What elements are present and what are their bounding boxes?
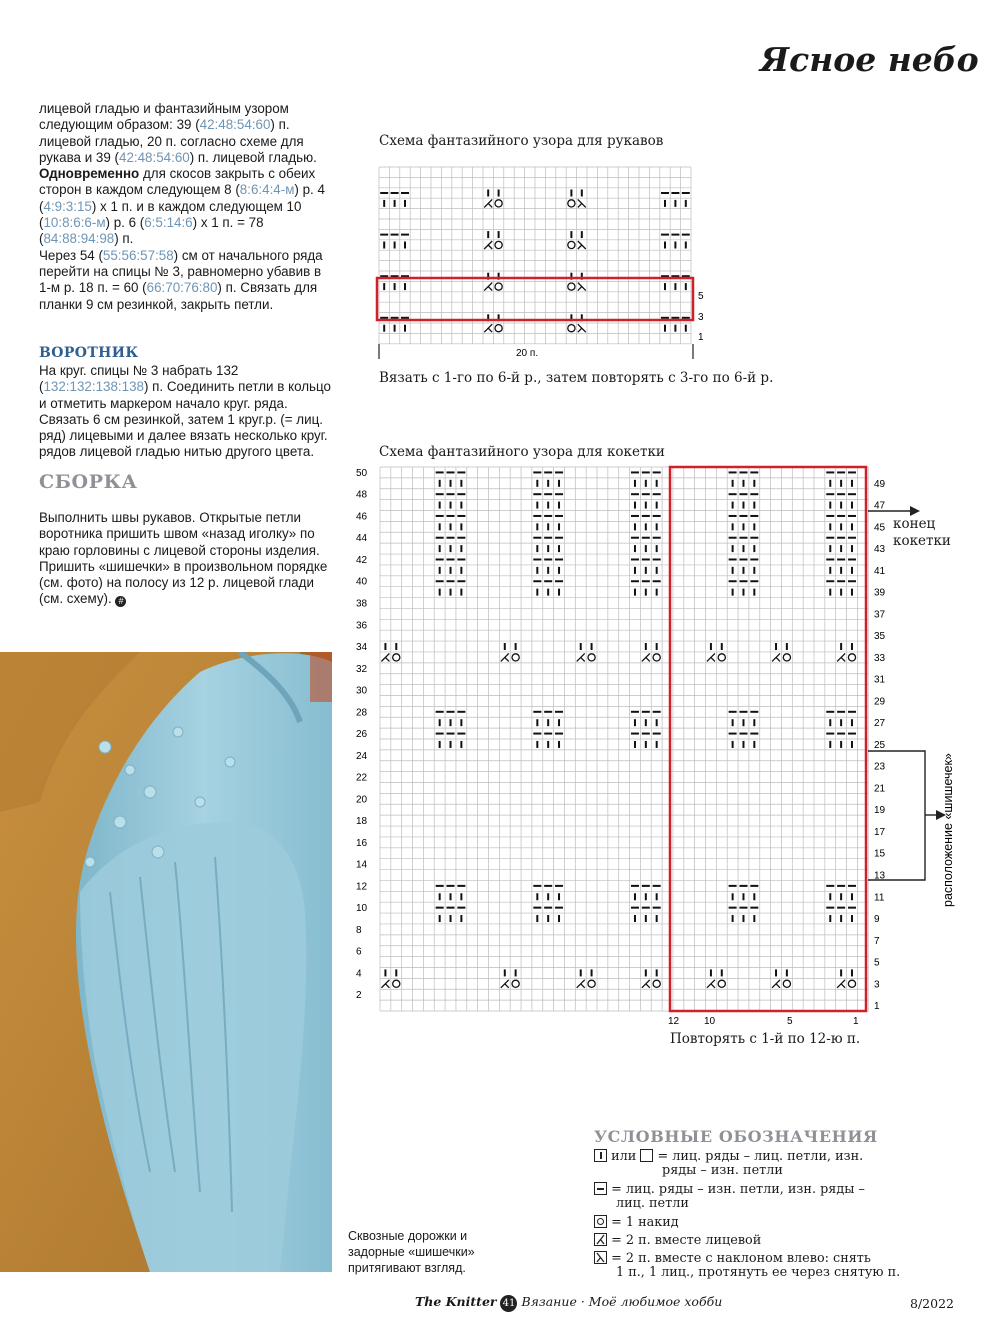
yarn-over-icon: [594, 1215, 607, 1228]
collar-text: На круг. спицы № 3 набрать 132 (132:132:138:138) п. Соединить петли в кольцо и отметить маркером начало круг. ряда. Связать 6 см резинкой, затем 1 круг.р. (= лиц. ряд) лицевыми и далее вязать несколько круг. рядов лицевой гладью нитью другого цвета.: [39, 363, 331, 460]
yoke-row-label-40: 40: [356, 576, 368, 588]
yoke-row-label-14: 14: [356, 859, 368, 871]
legend-ssk: = 2 п. вместе с наклоном влево: снять 1 п., 1 лиц., протянуть ее через снятую п.: [594, 1251, 964, 1280]
yoke-row-label-2: 2: [356, 990, 362, 1002]
yoke-row-label-31: 31: [874, 674, 886, 686]
assembly-heading: СБОРКА: [39, 471, 138, 493]
yoke-row-label-21: 21: [874, 783, 886, 795]
instructions-block: [39, 101, 335, 313]
k2tog-stitch: [707, 653, 715, 661]
yoke-row-label-7: 7: [874, 935, 880, 947]
footer-brand-line: The Knitter 41 Вязание · Моё любимое хобби: [415, 1294, 722, 1312]
yarn-over-stitch: [653, 980, 660, 987]
sleeve-row-label-1: 1: [698, 332, 704, 343]
k2tog-stitch: [381, 653, 389, 661]
yoke-row-label-30: 30: [356, 685, 368, 697]
yoke-row-label-16: 16: [356, 837, 368, 849]
page-title: Ясное небо: [760, 40, 979, 79]
yarn-over-stitch: [512, 980, 519, 987]
end-mark-icon: #: [115, 596, 126, 607]
k2tog-stitch: [707, 980, 715, 988]
yoke-row-label-42: 42: [356, 554, 368, 566]
yoke-row-label-44: 44: [356, 533, 368, 545]
k2tog-stitch: [577, 980, 585, 988]
yoke-row-label-17: 17: [874, 826, 886, 838]
yoke-row-label-26: 26: [356, 729, 368, 741]
sleeve-chart: [370, 155, 710, 365]
legend-yarn-over: = 1 накид: [594, 1215, 964, 1230]
yarn-over-stitch: [495, 325, 502, 332]
yarn-over-stitch: [495, 241, 502, 248]
yoke-col-label-1: 1: [853, 1016, 859, 1027]
yarn-over-stitch: [653, 654, 660, 661]
yoke-row-label-12: 12: [356, 881, 368, 893]
sleeve-row-label-3: 3: [698, 312, 704, 323]
yoke-row-label-25: 25: [874, 739, 886, 751]
yoke-row-label-5: 5: [874, 957, 880, 969]
yoke-row-label-50: 50: [356, 467, 368, 479]
k2tog-stitch: [642, 653, 650, 661]
purl-stitch-icon: [594, 1182, 607, 1195]
instructions-p1: лицевой гладью и фантазийным узором следующим образом: 39 (42:48:54:60) п. лицевой гладью, 20 п. согласно схеме для рукава и 39 (42:48:54:60) п. лицевой гладью.: [39, 101, 317, 165]
ssk-stitch: [578, 324, 586, 332]
k2tog-stitch: [484, 324, 492, 332]
yarn-over-stitch: [512, 654, 519, 661]
bobbles-label: расположение «шишечек»: [941, 753, 955, 907]
yoke-row-label-24: 24: [356, 750, 368, 762]
yoke-col-label-10: 10: [704, 1016, 716, 1027]
ssk-stitch: [578, 241, 586, 249]
yoke-row-label-28: 28: [356, 707, 368, 719]
sleeve-grid: [379, 167, 691, 344]
yoke-row-label-45: 45: [874, 522, 886, 534]
collar-heading: ВОРОТНИК: [39, 345, 139, 361]
k2tog-stitch: [772, 980, 780, 988]
yoke-row-label-32: 32: [356, 663, 368, 675]
yarn-over-stitch: [393, 654, 400, 661]
yoke-col-label-5: 5: [787, 1016, 793, 1027]
yoke-row-label-8: 8: [356, 924, 362, 936]
yarn-over-stitch: [783, 980, 790, 987]
yarn-over-stitch: [588, 654, 595, 661]
yoke-row-label-41: 41: [874, 565, 886, 577]
ssk-icon: [594, 1251, 607, 1264]
yarn-over-stitch: [718, 654, 725, 661]
ssk-stitch: [578, 283, 586, 291]
sweater-photo: [0, 652, 332, 1272]
yarn-over-stitch: [568, 325, 575, 332]
yoke-row-label-48: 48: [356, 489, 368, 501]
yarn-over-stitch: [848, 654, 855, 661]
yoke-grid: [380, 467, 868, 1011]
yoke-row-label-49: 49: [874, 478, 886, 490]
yoke-row-label-22: 22: [356, 772, 368, 784]
yoke-row-label-19: 19: [874, 805, 886, 817]
k2tog-stitch: [837, 980, 845, 988]
legend-purl: = лиц. ряды – изн. петли, изн. ряды – лиц. петли: [594, 1182, 964, 1211]
yoke-chart: [350, 462, 970, 1034]
yoke-row-label-4: 4: [356, 968, 362, 980]
yarn-over-stitch: [588, 980, 595, 987]
legend: [594, 1127, 964, 1280]
sleeve-width-label: 20 п.: [516, 348, 539, 359]
yoke-row-label-15: 15: [874, 848, 886, 860]
yoke-row-label-38: 38: [356, 598, 368, 610]
sleeve-chart-title: Схема фантазийного узора для рукавов: [379, 133, 664, 149]
ssk-stitch: [578, 199, 586, 207]
k2tog-stitch: [501, 980, 509, 988]
k2tog-stitch: [501, 653, 509, 661]
k2tog-stitch: [381, 980, 389, 988]
yoke-row-label-34: 34: [356, 642, 368, 654]
photo-caption: Сквозные дорожки и задорные «шишечки» притягивают взгляд.: [348, 1229, 475, 1275]
yoke-right-row-labels: [874, 479, 886, 1012]
yoke-row-label-11: 11: [874, 892, 885, 904]
yoke-repeat-note: Повторять с 1-й по 12-ю п.: [670, 1031, 861, 1047]
yoke-row-label-18: 18: [356, 816, 368, 828]
k2tog-stitch: [772, 653, 780, 661]
sleeve-chart-instruction: Вязать с 1-го по 6-й р., затем повторять с 3-го по 6-й р.: [379, 370, 774, 386]
page-number-badge: 41: [500, 1295, 517, 1312]
empty-cell-icon: [640, 1149, 653, 1162]
yoke-end-label-2: кокетки: [893, 533, 951, 549]
issue-number: 8/2022: [910, 1296, 954, 1311]
k2tog-stitch: [577, 653, 585, 661]
k2tog-icon: [594, 1233, 607, 1246]
yoke-row-label-33: 33: [874, 652, 886, 664]
k2tog-stitch: [484, 283, 492, 291]
yoke-end-label-1: конец: [893, 516, 936, 532]
yoke-row-label-37: 37: [874, 609, 886, 621]
yoke-row-label-29: 29: [874, 696, 886, 708]
yarn-over-stitch: [718, 980, 725, 987]
yoke-row-label-1: 1: [874, 1001, 880, 1013]
k2tog-stitch: [484, 241, 492, 249]
yoke-row-label-20: 20: [356, 794, 368, 806]
yoke-row-label-47: 47: [874, 500, 886, 512]
yoke-row-label-46: 46: [356, 511, 368, 523]
yoke-col-label-12: 12: [668, 1016, 680, 1027]
yoke-row-label-27: 27: [874, 718, 886, 730]
yoke-row-label-36: 36: [356, 620, 368, 632]
yoke-row-label-10: 10: [356, 903, 368, 915]
yoke-left-row-labels: [356, 468, 368, 1001]
yoke-row-label-23: 23: [874, 761, 886, 773]
k2tog-stitch: [642, 980, 650, 988]
yoke-end-arrowhead: [910, 506, 920, 516]
sleeve-row-label-5: 5: [698, 291, 704, 302]
yoke-row-label-35: 35: [874, 631, 886, 643]
legend-knit: или = лиц. ряды – лиц. петли, изн. ряды – изн. петли: [594, 1149, 964, 1178]
k2tog-stitch: [484, 199, 492, 207]
k2tog-stitch: [837, 653, 845, 661]
instructions-p3: Через 54 (55:56:57:58) см от начального ряда перейти на спицы № 3, равномерно убавив в 1-м р. 18 п. = 60 (66:70:76:80) п. Связать для планки 9 см резинкой, закрыть петли.: [39, 247, 323, 312]
yarn-over-stitch: [393, 980, 400, 987]
yoke-row-label-13: 13: [874, 870, 886, 882]
legend-heading: УСЛОВНЫЕ ОБОЗНАЧЕНИЯ: [594, 1127, 878, 1146]
yarn-over-stitch: [783, 654, 790, 661]
yarn-over-stitch: [568, 200, 575, 207]
yarn-over-stitch: [495, 200, 502, 207]
yoke-row-label-9: 9: [874, 914, 880, 926]
yarn-over-stitch: [495, 283, 502, 290]
yarn-over-stitch: [568, 241, 575, 248]
legend-k2tog: = 2 п. вместе лицевой: [594, 1233, 964, 1248]
knit-stitch-icon: [594, 1149, 607, 1162]
yarn-over-stitch: [848, 980, 855, 987]
yarn-over-stitch: [568, 283, 575, 290]
yoke-row-label-43: 43: [874, 544, 886, 556]
yoke-row-label-6: 6: [356, 946, 362, 958]
yoke-row-label-39: 39: [874, 587, 886, 599]
instructions-p2: Одновременно для скосов закрыть с обеих сторон в каждом следующем 8 (8:6:4:4-м) р. 4 (4:9:3:15) х 1 п. и в каждом следующем 10 (10:8:6:6-м) р. 6 (6:5:14:6) х 1 п. = 78 (84:88:94:98) п.: [39, 166, 325, 247]
yoke-chart-title: Схема фантазийного узора для кокетки: [379, 444, 665, 460]
yoke-row-label-3: 3: [874, 979, 880, 991]
sweater-illustration: [0, 652, 332, 1272]
assembly-text: Выполнить швы рукавов. Открытые петли воротника пришить швом «назад иголку» по краю горловины с лицевой стороны изделия. Пришить «шишечки» в произвольном порядке (см. фото) на полосу из 12 р. лицевой глади (см. схему). #: [39, 510, 328, 607]
